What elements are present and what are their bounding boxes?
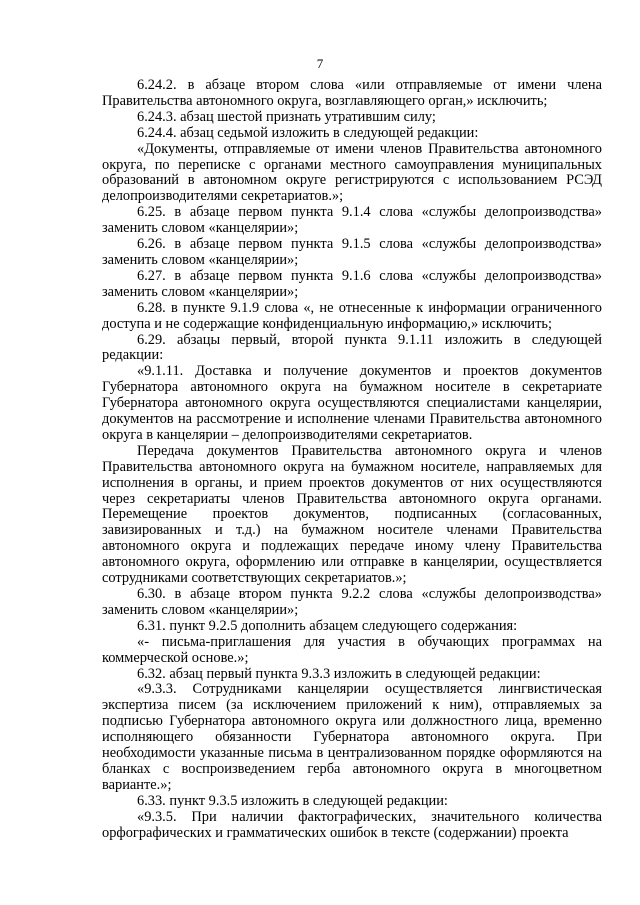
paragraph-6-24-3: 6.24.3. абзац шестой признать утратившим силу; [137, 108, 436, 125]
paragraph-6-27: 6.27. в абзаце первом пункта 9.1.6 слова «службы делопроизводства» заменить словом «канцелярии»; [102, 267, 602, 300]
paragraph-6-31: 6.31. пункт 9.2.5 дополнить абзацем следующего содержания: [137, 617, 518, 634]
quoted-paragraph-document-transfer: Передача документов Правительства автономного округа и членов Правительства автономного округа на бумажном носителе, направляемых для исполнения в органы, и прием проектов документов от них осуществляются через секретариаты членов Правительства автономного округа органами. Перемещение проектов документов, подписанных (согласованных, завизированных и т.д.) на бумажном носителе членами Правительства автономного округа и подлежащих передаче иному члену Правительства автономного округа, оформлению или отправке в канцелярии, осуществляется сотрудниками соответствующих секретариатов.»; [102, 442, 602, 587]
document-body [102, 78, 602, 842]
paragraph-6-24-4: 6.24.4. абзац седьмой изложить в следующей редакции: [137, 124, 479, 141]
paragraph-6-33: 6.33. пункт 9.3.5 изложить в следующей редакции: [137, 792, 448, 809]
quoted-paragraph-9-1-11: «9.1.11. Доставка и получение документов и проектов документов Губернатора автономного округа на бумажном носителе в секретариате Губернатора автономного округа осуществляются специалистами канцелярии, документов на рассмотрение и исполнение членами Правительства автономного округа в канцелярии – делопроизводителями секретариатов. [102, 363, 602, 443]
page-number: 7 [316, 56, 324, 71]
quoted-paragraph-documents: «Документы, отправляемые от имени членов Правительства автономного округа, по переписке с органами местного самоуправления муниципальных образований в автономном округе регистрируются с использованием РСЭД делопроизводителями секретариатов.»; [102, 140, 602, 205]
quoted-paragraph-9-3-5: «9.3.5. При наличии фактографических, значительного количества орфографических и грамматических ошибок в тексте (содержании) проекта [102, 808, 602, 841]
paragraph-6-30: 6.30. в абзаце втором пункта 9.2.2 слова «службы делопроизводства» заменить словом «канцелярии»; [102, 586, 602, 618]
paragraph-6-24-2: 6.24.2. в абзаце втором слова «или отправляемые от имени члена Правительства автономного округа, возглавляющего орган,» исключить; [102, 77, 602, 109]
paragraph-6-25: 6.25. в абзаце первом пункта 9.1.4 слова «службы делопроизводства» заменить словом «канцелярии»; [102, 204, 602, 237]
quoted-paragraph-invitation-letters: «- письма-приглашения для участия в обучающих программах на коммерческой основе.»; [102, 633, 602, 666]
paragraph-6-26: 6.26. в абзаце первом пункта 9.1.5 слова «службы делопроизводства» заменить словом «канцелярии»; [102, 236, 602, 268]
quoted-paragraph-9-3-3: «9.3.3. Сотрудниками канцелярии осуществляется лингвистическая экспертиза писем (за исключением приложений к ним), отправляемых за подписью Губернатора автономного округа или должностного лица, временно исполняющего обязанности Губернатора автономного округа. При необходимости указанные письма в централизованном порядке оформляются на бланках с воспроизведением герба автономного округа в многоцветном варианте.»; [102, 681, 602, 793]
paragraph-6-32: 6.32. абзац первый пункта 9.3.3 изложить в следующей редакции: [137, 665, 541, 682]
paragraph-6-29: 6.29. абзацы первый, второй пункта 9.1.11 изложить в следующей редакции: [102, 331, 602, 364]
paragraph-6-28: 6.28. в пункте 9.1.9 слова «, не отнесенные к информации ограниченного доступа и не содержащие конфиденциальную информацию,» исключить; [102, 299, 602, 332]
